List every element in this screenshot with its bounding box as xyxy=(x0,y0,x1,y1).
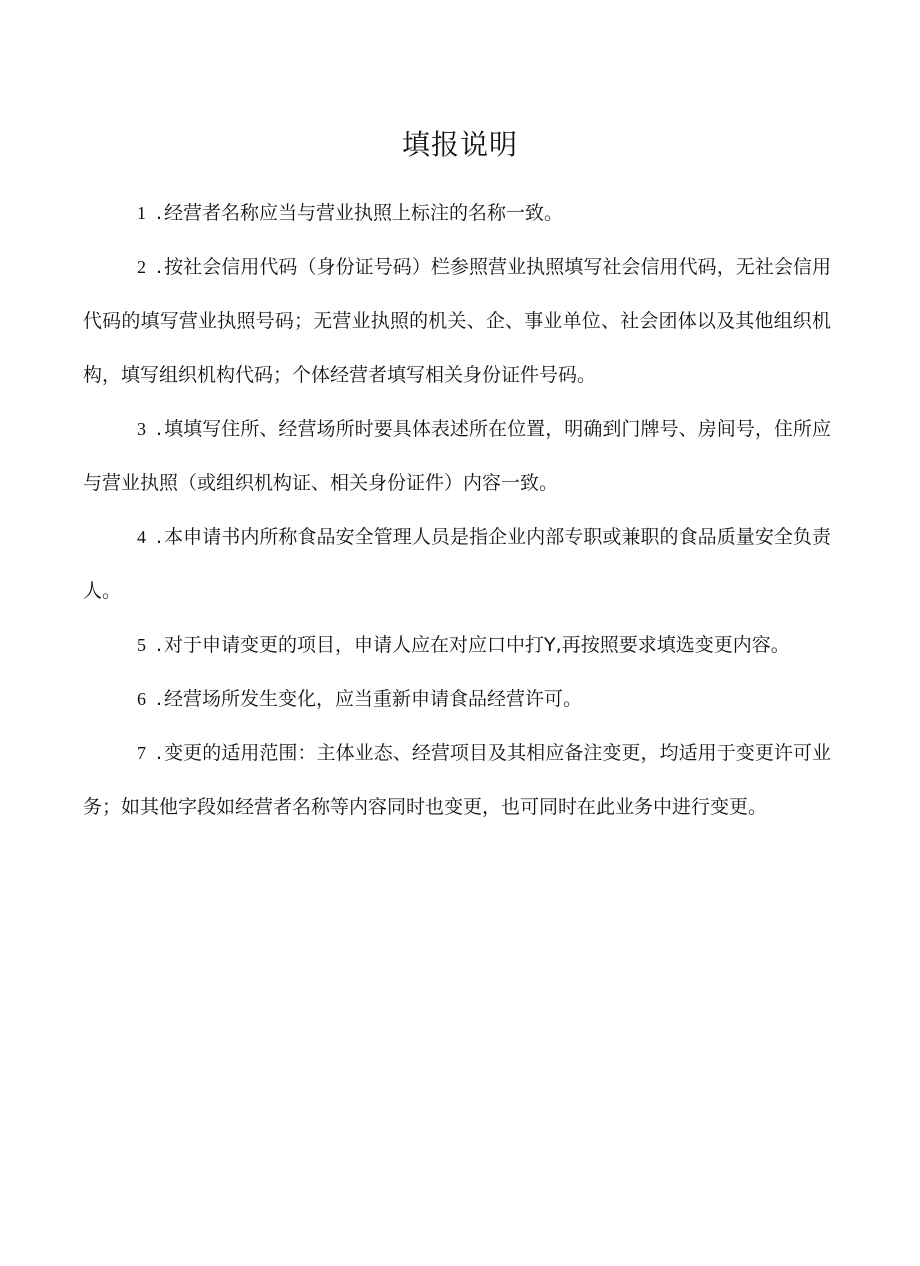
item-dot: . xyxy=(156,634,163,656)
item-dot: . xyxy=(156,256,163,278)
item-text: 对于申请变更的项目，申请人应在对应口中打Y,再按照要求填选变更内容。 xyxy=(164,634,790,656)
item-dot: . xyxy=(156,526,163,548)
item-dot: . xyxy=(156,202,163,224)
item-number: 5 xyxy=(137,635,146,655)
item-number: 2 xyxy=(137,257,146,277)
item-number: 3 xyxy=(137,419,146,439)
instruction-item-4 xyxy=(83,510,831,618)
item-number: 1 xyxy=(137,203,146,223)
instruction-item-3 xyxy=(83,402,831,510)
item-text: 变更的适用范围：主体业态、经营项目及其相应备注变更，均适用于变更许可业务；如其他字段如经营者名称等内容同时也变更，也可同时在此业务中进行变更。 xyxy=(83,742,831,818)
item-number: 7 xyxy=(137,743,146,763)
instruction-list xyxy=(83,186,831,834)
item-number: 6 xyxy=(137,689,146,709)
instruction-item-2 xyxy=(83,240,831,402)
item-dot: . xyxy=(156,742,163,764)
document-title: 填报说明 xyxy=(401,128,518,161)
item-text: 经营场所发生变化，应当重新申请食品经营许可。 xyxy=(164,688,583,710)
item-text: 按社会信用代码（身份证号码）栏参照营业执照填写社会信用代码，无社会信用代码的填写营业执照号码；无营业执照的机关、企、事业单位、社会团体以及其他组织机构，填写组织机构代码；个体经营者填写相关身份证件号码。 xyxy=(83,256,831,386)
item-number: 4 xyxy=(137,527,146,547)
instruction-item-7 xyxy=(83,726,831,834)
instruction-item-6 xyxy=(83,672,831,726)
item-text: 经营者名称应当与营业执照上标注的名称一致。 xyxy=(164,202,564,224)
item-dot: . xyxy=(156,688,163,710)
instruction-item-5 xyxy=(83,618,831,672)
instruction-item-1 xyxy=(83,186,831,240)
item-text: 填填写住所、经营场所时要具体表述所在位置，明确到门牌号、房间号，住所应与营业执照（或组织机构证、相关身份证件）内容一致。 xyxy=(83,418,831,494)
item-dot: . xyxy=(156,418,163,440)
item-text: 本申请书内所称食品安全管理人员是指企业内部专职或兼职的食品质量安全负责人。 xyxy=(83,526,831,602)
